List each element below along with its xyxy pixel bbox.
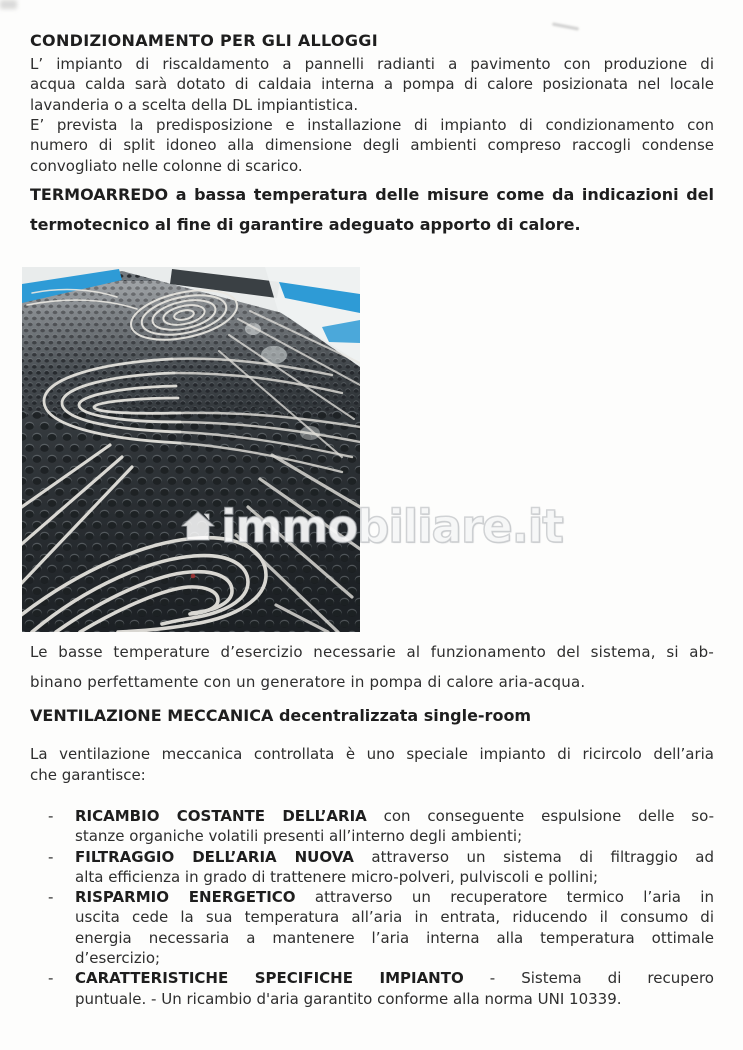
text-line: RICAMBIO COSTANTE DELL’ARIA con conseguente espulsione delle so- [75, 807, 714, 825]
bullet-item [48, 887, 714, 968]
bullet-list [30, 806, 714, 1009]
paragraph-ventilation-intro [30, 744, 714, 786]
bullet-dash: - [48, 969, 54, 988]
text-line: alta efficienza in grado di trattenere micro-polveri, pulviscoli e pollini; [75, 867, 599, 886]
text-line: binano perfettamente con un generatore in pompa di calore aria-acqua. [30, 673, 586, 691]
text-line: FILTRAGGIO DELL’ARIA NUOVA attraverso un sistema di filtraggio ad [75, 847, 714, 866]
text-line: RISPARMIO ENERGETICO attraverso un recuperatore termico l’aria in [75, 888, 714, 907]
bullet-lead: RISPARMIO ENERGETICO [75, 888, 296, 907]
watermark-text: immobiliare.it [221, 499, 563, 553]
text-line: d’esercizio; [75, 949, 161, 968]
red-speck [191, 574, 196, 579]
text-line: che garantisce: [30, 766, 146, 784]
paragraph-air-conditioning [30, 115, 714, 176]
bullet-item-text [75, 968, 714, 1009]
bullet-lead: CARATTERISTICHE SPECIFICHE IMPIANTO [75, 969, 464, 988]
text-line: E’ prevista la predisposizione e installazione di impianto di condizionamento con [30, 116, 714, 134]
bullet-item-text [75, 887, 714, 968]
text-line: acqua calda sarà dotato di caldaia interna a pompa di calore posizionata nel locale [30, 75, 714, 94]
text-line: L’ impianto di riscaldamento a pannelli radianti a pavimento con produzione di [30, 55, 714, 73]
text-line: convogliato nelle colonne di scarico. [30, 156, 303, 175]
text-line: CARATTERISTICHE SPECIFICHE IMPIANTO - Sistema di recupero [75, 969, 714, 988]
text-line: stanze organiche volatili presenti all’interno degli ambienti; [75, 827, 523, 846]
bullet-item-text [75, 806, 714, 847]
text-line: puntuale. - Un ricambio d'aria garantito conforme alla norma UNI 10339. [75, 989, 622, 1008]
bullet-dash: - [48, 888, 54, 907]
text-line: La ventilazione meccanica controllata è uno speciale impianto di ricircolo dell’aria [30, 745, 714, 763]
section-title-ventilazione: VENTILAZIONE MECCANICA decentralizzata single-room [30, 706, 532, 725]
text-line: Le basse temperature d’esercizio necessarie al funzionamento del sistema, si ab- [30, 643, 714, 661]
bullet-dash: - [48, 847, 54, 866]
text-line: TERMOARREDO a bassa temperatura delle misure come da indicazioni del [30, 185, 714, 204]
section-title-condizionamento: CONDIZIONAMENTO PER GLI ALLOGGI [30, 31, 378, 50]
bullet-item [48, 968, 714, 1009]
text-line: energia necessaria a mantenere l’aria interna alla temperatura ottimale [75, 928, 714, 947]
scan-artifact-scratch [552, 22, 579, 30]
bullet-item [48, 806, 714, 847]
underfloor-heating-photo-graphic [22, 267, 360, 632]
scan-artifact-smudge [0, 0, 17, 9]
paragraph-termoarredo [30, 180, 714, 240]
bullet-item [48, 847, 714, 888]
text-line: uscita cede la sua temperatura all’aria in entrata, riducendo il consumo di [75, 908, 714, 927]
underfloor-heating-photo [22, 267, 360, 632]
text-line: numero di split idoneo alla dimensione degli ambienti compreso raccogli condense [30, 136, 714, 155]
paragraph-low-temperatures [30, 637, 714, 697]
glare-spot [261, 346, 287, 364]
bullet-item-text [75, 847, 714, 888]
bullet-dash: - [48, 807, 54, 825]
bullet-lead: FILTRAGGIO DELL’ARIA NUOVA [75, 847, 354, 866]
text-line: lavanderia o a scelta della DL impiantistica. [30, 95, 359, 114]
text-line: termotecnico al fine di garantire adeguato apporto di calore. [30, 215, 581, 234]
paragraph-heating [30, 54, 714, 115]
bullet-lead: RICAMBIO COSTANTE DELL’ARIA [75, 807, 367, 825]
